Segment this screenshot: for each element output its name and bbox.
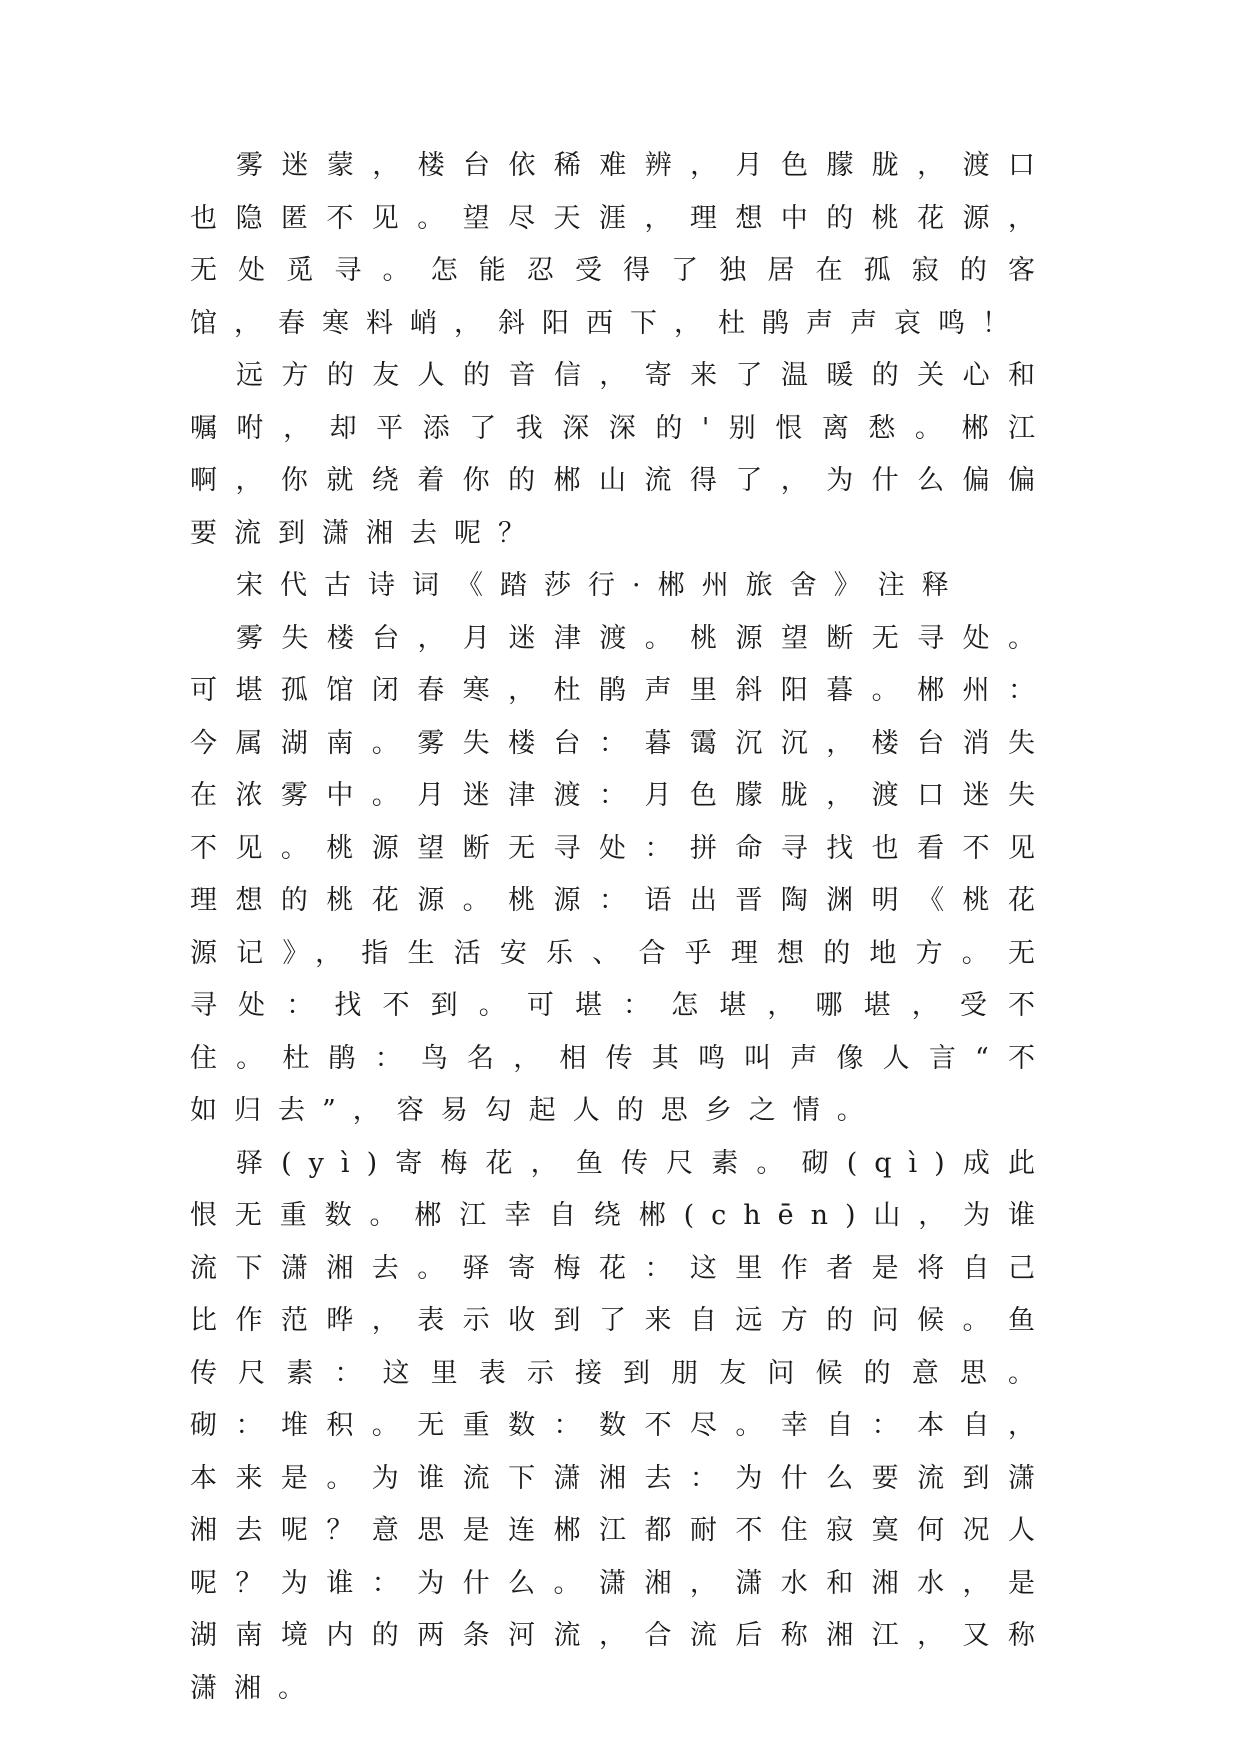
section-heading: 宋代古诗词《踏莎行·郴州旅舍》注释 — [236, 570, 966, 601]
body-paragraph: 雾失楼台，月迷津渡。桃源望断无寻处。可堪孤馆闭春寒，杜鹃声里斜阳暮。郴州：今属湖南。雾失楼台：暮霭沉沉，楼台消失在浓雾中。月迷津渡：月色朦胧，渡口迷失不见。桃源望断无寻处：拼命寻找也看不见理想的桃花源。桃源：语出晋陶渊明《桃花源记》，指生活安乐、合乎理想的地方。无寻处：找不到。可堪：怎堪，哪堪，受不住。杜鹃：鸟名，相传其鸣叫声像人言“不如归去”，容易勾起人的思乡之情。 — [190, 622, 1052, 1126]
document-body — [190, 140, 1052, 1715]
body-paragraph: 雾迷蒙，楼台依稀难辨，月色朦胧，渡口也隐匿不见。望尽天涯，理想中的桃花源，无处觅寻。怎能忍受得了独居在孤寂的客馆，春寒料峭，斜阳西下，杜鹃声声哀鸣！ — [190, 150, 1052, 339]
body-paragraph: 驿(yì)寄梅花，鱼传尺素。砌(qì)成此恨无重数。郴江幸自绕郴(chēn)山，为谁流下潇湘去。驿寄梅花：这里作者是将自己比作范晔，表示收到了来自远方的问候。鱼传尺素：这里表示接到朋友问候的意思。砌：堆积。无重数：数不尽。幸自：本自，本来是。为谁流下潇湘去：为什么要流到潇湘去呢？意思是连郴江都耐不住寂寞何况人呢？为谁：为什么。潇湘，潇水和湘水，是湖南境内的两条河流，合流后称湘江，又称潇湘。 — [190, 1147, 1052, 1704]
body-paragraph: 远方的友人的音信，寄来了温暖的关心和嘱咐，却平添了我深深的'别恨离愁。郴江啊，你就绕着你的郴山流得了，为什么偏偏要流到潇湘去呢？ — [190, 360, 1052, 549]
